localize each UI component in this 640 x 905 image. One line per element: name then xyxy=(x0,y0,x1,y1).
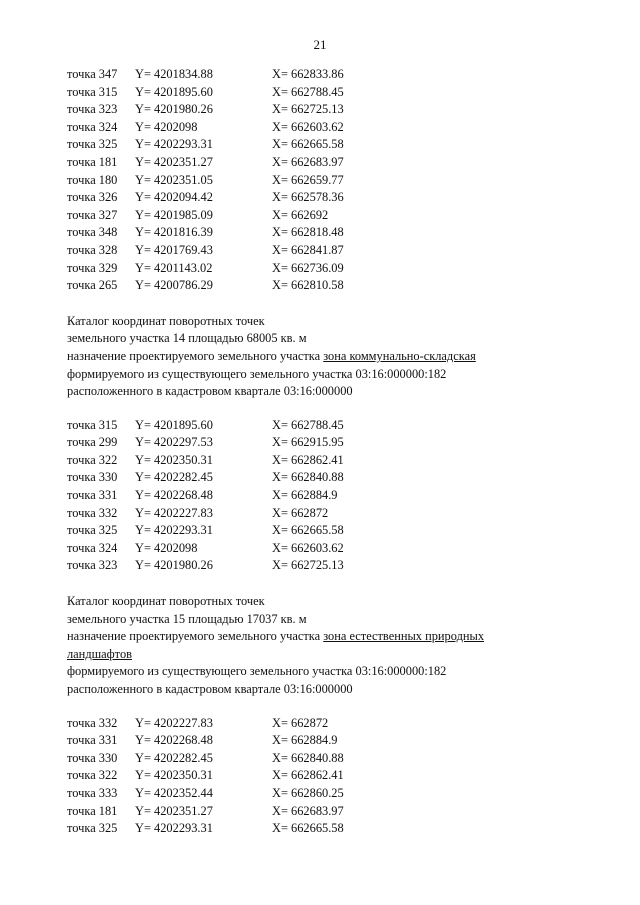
table-row xyxy=(67,469,587,487)
section-14-area: земельного участка 14 площадью 68005 кв. м xyxy=(67,331,307,346)
section-15-title: Каталог координат поворотных точек xyxy=(67,594,265,609)
section-14-located: расположенного в кадастровом квартале 03:16:000000 xyxy=(67,384,353,399)
table-row xyxy=(67,172,587,190)
x-coordinate: X= 662659.77 xyxy=(272,172,344,187)
table-row xyxy=(67,66,587,84)
y-coordinate: Y= 4202352.44 xyxy=(135,785,213,800)
point-label: точка 328 xyxy=(67,242,118,257)
y-coordinate: Y= 4200786.29 xyxy=(135,278,213,293)
x-coordinate: X= 662860.25 xyxy=(272,785,344,800)
purpose-zone: зона естественных природных ландшафтов xyxy=(67,629,485,661)
x-coordinate: X= 662665.58 xyxy=(272,821,344,836)
section-14-description xyxy=(67,313,587,401)
point-label: точка 325 xyxy=(67,137,118,152)
table-row xyxy=(67,224,587,242)
point-label: точка 324 xyxy=(67,540,118,555)
table-row xyxy=(67,785,587,803)
point-label: точка 347 xyxy=(67,67,118,81)
table-row xyxy=(67,487,587,505)
table-row xyxy=(67,207,587,225)
x-coordinate: X= 662862.41 xyxy=(272,452,344,467)
point-label: точка 181 xyxy=(67,803,118,818)
x-coordinate: X= 662840.88 xyxy=(272,470,344,485)
point-label: точка 180 xyxy=(67,172,118,187)
x-coordinate: X= 662841.87 xyxy=(272,242,344,257)
y-coordinate: Y= 4201980.26 xyxy=(135,102,213,117)
table-row xyxy=(67,434,587,452)
purpose-prefix: назначение проектируемого земельного участка xyxy=(67,629,324,644)
coordinate-table-3 xyxy=(67,715,587,838)
y-coordinate: Y= 4202293.31 xyxy=(135,523,213,538)
page-number: 21 xyxy=(313,37,327,52)
y-coordinate: Y= 4201980.26 xyxy=(135,558,213,573)
x-coordinate: X= 662683.97 xyxy=(272,803,344,818)
y-coordinate: Y= 4202293.31 xyxy=(135,137,213,152)
y-coordinate: Y= 4202297.53 xyxy=(135,435,213,450)
y-coordinate: Y= 4202293.31 xyxy=(135,821,213,836)
y-coordinate: Y= 4201895.60 xyxy=(135,417,213,432)
y-coordinate: Y= 4201985.09 xyxy=(135,207,213,222)
x-coordinate: X= 662872 xyxy=(272,505,329,520)
document-content xyxy=(67,66,587,838)
point-label: точка 324 xyxy=(67,119,118,134)
y-coordinate: Y= 4202282.45 xyxy=(135,470,213,485)
x-coordinate: X= 662788.45 xyxy=(272,417,344,432)
x-coordinate: X= 662736.09 xyxy=(272,260,344,275)
table-row xyxy=(67,242,587,260)
table-row xyxy=(67,84,587,102)
point-label: точка 299 xyxy=(67,435,118,450)
point-label: точка 315 xyxy=(67,417,118,432)
section-14-purpose xyxy=(67,348,587,366)
point-label: точка 181 xyxy=(67,154,118,169)
table-row xyxy=(67,154,587,172)
x-coordinate: X= 662665.58 xyxy=(272,523,344,538)
table-row xyxy=(67,260,587,278)
section-15-located: расположенного в кадастровом квартале 03:16:000000 xyxy=(67,682,353,696)
x-coordinate: X= 662872 xyxy=(272,715,329,730)
y-coordinate: Y= 4202094.42 xyxy=(135,190,213,205)
x-coordinate: X= 662665.58 xyxy=(272,137,344,152)
y-coordinate: Y= 4202282.45 xyxy=(135,750,213,765)
x-coordinate: X= 662603.62 xyxy=(272,540,344,555)
point-label: точка 330 xyxy=(67,750,118,765)
x-coordinate: X= 662833.86 xyxy=(272,67,344,81)
x-coordinate: X= 662884.9 xyxy=(272,733,338,748)
x-coordinate: X= 662578.36 xyxy=(272,190,344,205)
x-coordinate: X= 662788.45 xyxy=(272,84,344,99)
x-coordinate: X= 662862.41 xyxy=(272,768,344,783)
coordinate-table-1 xyxy=(67,66,587,295)
point-label: точка 315 xyxy=(67,84,118,99)
y-coordinate: Y= 4202351.05 xyxy=(135,172,213,187)
point-label: точка 329 xyxy=(67,260,118,275)
point-label: точка 322 xyxy=(67,768,118,783)
x-coordinate: X= 662692 xyxy=(272,207,329,222)
point-label: точка 323 xyxy=(67,102,118,117)
table-row xyxy=(67,136,587,154)
y-coordinate: Y= 4202227.83 xyxy=(135,505,213,520)
x-coordinate: X= 662603.62 xyxy=(272,119,344,134)
y-coordinate: Y= 4202350.31 xyxy=(135,768,213,783)
point-label: точка 331 xyxy=(67,488,118,503)
purpose-prefix: назначение проектируемого земельного участка xyxy=(67,348,324,363)
point-label: точка 325 xyxy=(67,523,118,538)
table-row xyxy=(67,715,587,733)
x-coordinate: X= 662840.88 xyxy=(272,750,344,765)
y-coordinate: Y= 4202351.27 xyxy=(135,154,213,169)
x-coordinate: X= 662725.13 xyxy=(272,558,344,573)
y-coordinate: Y= 4202268.48 xyxy=(135,488,213,503)
table-row xyxy=(67,417,587,435)
y-coordinate: Y= 4202350.31 xyxy=(135,452,213,467)
y-coordinate: Y= 4202351.27 xyxy=(135,803,213,818)
table-row xyxy=(67,189,587,207)
section-14-title: Каталог координат поворотных точек xyxy=(67,313,265,328)
table-row xyxy=(67,767,587,785)
table-row xyxy=(67,750,587,768)
point-label: точка 332 xyxy=(67,505,118,520)
point-label: точка 331 xyxy=(67,733,118,748)
y-coordinate: Y= 4201834.88 xyxy=(135,67,213,81)
table-row xyxy=(67,522,587,540)
point-label: точка 322 xyxy=(67,452,118,467)
section-15-formed: формируемого из существующего земельного участка 03:16:000000:182 xyxy=(67,664,447,679)
point-label: точка 348 xyxy=(67,225,118,240)
x-coordinate: X= 662915.95 xyxy=(272,435,344,450)
table-row xyxy=(67,557,587,575)
point-label: точка 325 xyxy=(67,821,118,836)
purpose-zone: зона коммунально-складская xyxy=(323,348,476,363)
table-row xyxy=(67,101,587,119)
x-coordinate: X= 662884.9 xyxy=(272,488,338,503)
point-label: точка 323 xyxy=(67,558,118,573)
section-14-formed: формируемого из существующего земельного участка 03:16:000000:182 xyxy=(67,366,447,381)
table-row xyxy=(67,277,587,295)
coordinate-table-2 xyxy=(67,417,587,575)
x-coordinate: X= 662725.13 xyxy=(272,102,344,117)
table-row xyxy=(67,540,587,558)
y-coordinate: Y= 4201143.02 xyxy=(135,260,213,275)
y-coordinate: Y= 4202268.48 xyxy=(135,733,213,748)
point-label: точка 330 xyxy=(67,470,118,485)
x-coordinate: X= 662818.48 xyxy=(272,225,344,240)
y-coordinate: Y= 4201816.39 xyxy=(135,225,213,240)
x-coordinate: X= 662683.97 xyxy=(272,154,344,169)
y-coordinate: Y= 4201895.60 xyxy=(135,84,213,99)
y-coordinate: Y= 4202098 xyxy=(135,540,198,555)
section-15-description xyxy=(67,593,587,699)
table-row xyxy=(67,803,587,821)
section-15-area: земельного участка 15 площадью 17037 кв. м xyxy=(67,611,307,626)
point-label: точка 333 xyxy=(67,785,118,800)
y-coordinate: Y= 4201769.43 xyxy=(135,242,213,257)
point-label: точка 326 xyxy=(67,190,118,205)
point-label: точка 332 xyxy=(67,715,118,730)
table-row xyxy=(67,452,587,470)
table-row xyxy=(67,820,587,838)
point-label: точка 265 xyxy=(67,278,118,293)
y-coordinate: Y= 4202227.83 xyxy=(135,715,213,730)
table-row xyxy=(67,505,587,523)
section-15-purpose xyxy=(67,628,507,663)
point-label: точка 327 xyxy=(67,207,118,222)
table-row xyxy=(67,119,587,137)
y-coordinate: Y= 4202098 xyxy=(135,119,198,134)
x-coordinate: X= 662810.58 xyxy=(272,278,344,293)
table-row xyxy=(67,732,587,750)
